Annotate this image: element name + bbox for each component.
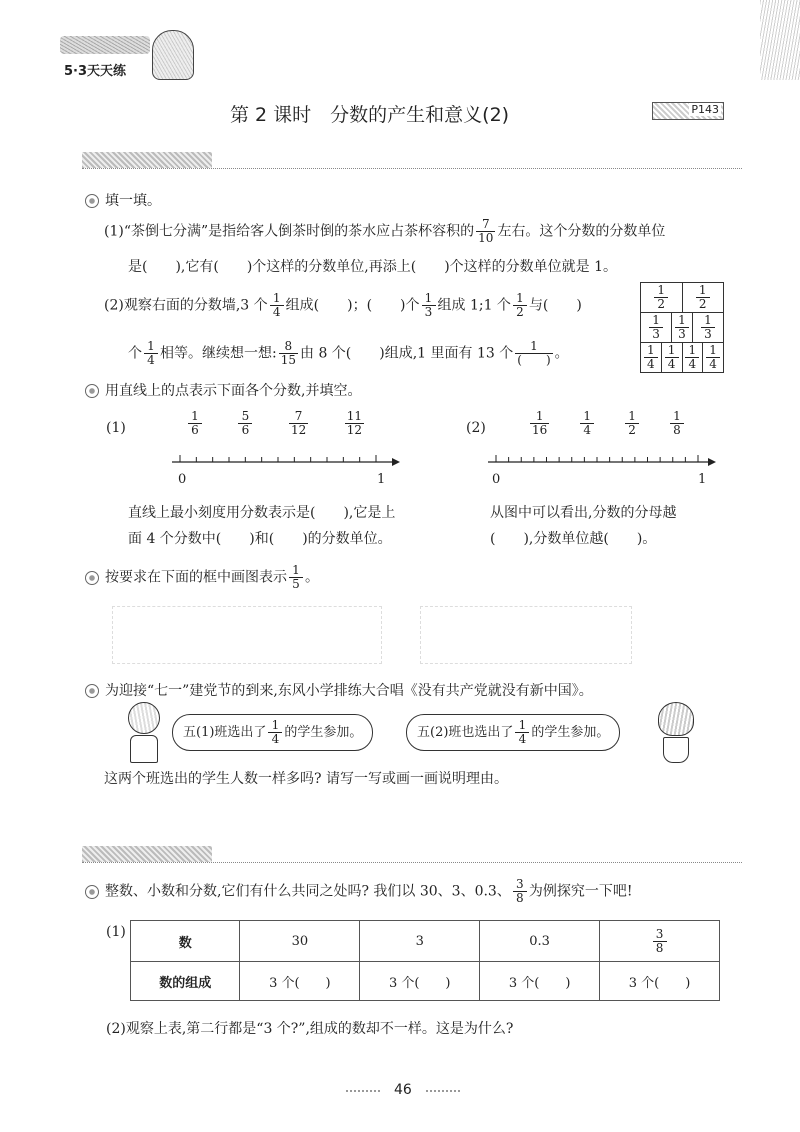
footer-ornament-left-icon	[346, 1090, 380, 1096]
drawing-box-left[interactable]	[112, 606, 382, 664]
fraction: $\frac{1}{4}$	[580, 410, 594, 437]
page-edge-decoration	[760, 0, 800, 80]
question-1-heading: 填一填。	[85, 190, 161, 210]
q2-part2-label: (2)	[466, 420, 486, 436]
table-cell: $\frac{3}{8}$	[600, 921, 720, 962]
question-mark-icon	[85, 684, 99, 698]
logo	[60, 28, 200, 82]
drawing-box-right[interactable]	[420, 606, 632, 664]
question-mark-icon	[85, 571, 99, 585]
page-number: 46	[394, 1082, 412, 1098]
q2-part1-text2: 面 4 个分数中( )和( )的分数单位。	[128, 531, 392, 547]
fraction: $\frac{5}{6}$	[238, 410, 252, 437]
page-ref-text: P143	[691, 103, 719, 116]
girl-character-icon	[656, 702, 696, 762]
q5-part1-label: (1)	[106, 924, 126, 940]
footer-ornament-right-icon	[426, 1090, 460, 1096]
table-cell[interactable]: 3 个( )	[480, 962, 600, 1001]
table-cell[interactable]: 3 个( )	[600, 962, 720, 1001]
table-header-composition: 数的组成	[131, 962, 240, 1001]
q2-part2-fractions	[528, 410, 686, 437]
number-line-1-zero: 0	[178, 472, 187, 487]
q2-part2-text1: 从图中可以看出,分数的分母越	[490, 505, 677, 521]
boy-character-icon	[124, 702, 164, 762]
question-2-heading: 用直线上的点表示下面各个分数,并填空。	[85, 380, 361, 400]
table-cell[interactable]: 3 个( )	[360, 962, 480, 1001]
fraction: $\frac{1}{2}$	[625, 410, 639, 437]
fraction-wall: $\frac{1}{2}$ $\frac{1}{2}$ $\frac{1}{3}$ $\frac{1}{3}$ $\frac{1}{3}$ $\frac{1}{4}$ $\frac{1}{4}$ $\frac{1}{4}$ $\frac{1}{4}$	[640, 282, 724, 373]
logo-mascot-icon	[152, 30, 194, 80]
fraction: $\frac{1}{6}$	[188, 410, 202, 437]
table-row	[131, 921, 720, 962]
q2-part1-text1: 直线上最小刻度用分数表示是( ),它是上	[128, 505, 396, 521]
table-cell[interactable]: 3 个( )	[240, 962, 360, 1001]
fraction: $\frac{1}{16}$	[532, 409, 548, 437]
number-line-2-zero: 0	[492, 472, 501, 487]
fraction: $\frac{7}{12}$	[290, 409, 307, 437]
logo-text: 5·3天天练	[64, 64, 127, 79]
banner-tag-icon	[82, 152, 212, 168]
q5-part2: (2)观察上表,第二行都是“3 个?”,组成的数却不一样。这是为什么?	[106, 1021, 514, 1037]
q2-part1-label: (1)	[106, 420, 126, 436]
page-ref-badge	[652, 102, 724, 120]
number-line-1	[172, 452, 402, 474]
page-title: 第 2 课时 分数的产生和意义(2)	[230, 104, 510, 126]
table-row	[131, 962, 720, 1001]
number-line-1-one: 1	[377, 472, 386, 487]
q2-part2-text2: ( ),分数单位越( )。	[490, 531, 657, 547]
table-header-number: 数	[131, 921, 240, 962]
banner-tag-icon	[82, 846, 212, 862]
q1-part1-line1: (1)“茶倒七分满”是指给客人倒茶时倒的茶水应占茶杯容积的 $\frac{7}{10}$ 左右。这个分数的分数单位	[104, 217, 666, 245]
section-banner-practice	[82, 152, 742, 169]
number-line-2-one: 1	[698, 472, 707, 487]
question-mark-icon	[85, 885, 99, 899]
fraction: $\frac{11}{12}$	[346, 409, 362, 437]
section-banner-extension	[82, 846, 742, 863]
q1-part2-line1: (2)观察右面的分数墙,3 个 $\frac{1}{4}$ 组成( )；( )个 $\frac{1}{3}$ 组成 1;1 个 $\frac{1}{2}$ 与( )	[104, 291, 582, 319]
speech-bubble-class-2: 五(2)班也选出了 $\frac{1}{4}$ 的学生参加。	[406, 714, 620, 751]
question-mark-icon	[85, 384, 99, 398]
speech-bubble-class-1: 五(1)班选出了 $\frac{1}{4}$ 的学生参加。	[172, 714, 373, 751]
logo-banner-icon	[60, 36, 150, 54]
question-4-heading: 为迎接“七一”建党节的到来,东风小学排练大合唱《没有共产党就没有新中国》。	[85, 680, 593, 700]
number-line-2	[488, 452, 718, 474]
fraction: $\frac{7}{10}$	[478, 217, 494, 245]
q1-part1-line2: 是( ),它有( )个这样的分数单位,再添上( )个这样的分数单位就是 1。	[128, 259, 618, 275]
number-composition-table	[130, 920, 720, 1001]
question-5-heading: 整数、小数和分数,它们有什么共同之处吗? 我们以 30、3、0.3、 $\frac{3}{8}$ 为例探究一下吧!	[85, 878, 632, 905]
q4-question: 这两个班选出的学生人数一样多吗? 请写一写或画一画说明理由。	[104, 771, 508, 787]
q1-part2-line2: 个 $\frac{1}{4}$ 相等。继续想一想: $\frac{8}{15}$ 由 8 个( )组成,1 里面有 13 个 $\frac{1}{( )}$ 。	[128, 339, 569, 367]
fraction: $\frac{1}{8}$	[670, 410, 684, 437]
question-3-heading: 按要求在下面的框中画图表示 $\frac{1}{5}$ 。	[85, 564, 319, 591]
question-mark-icon	[85, 194, 99, 208]
table-cell: 30	[240, 921, 360, 962]
table-cell: 3	[360, 921, 480, 962]
table-cell: 0.3	[480, 921, 600, 962]
q2-part1-fractions	[186, 410, 366, 437]
